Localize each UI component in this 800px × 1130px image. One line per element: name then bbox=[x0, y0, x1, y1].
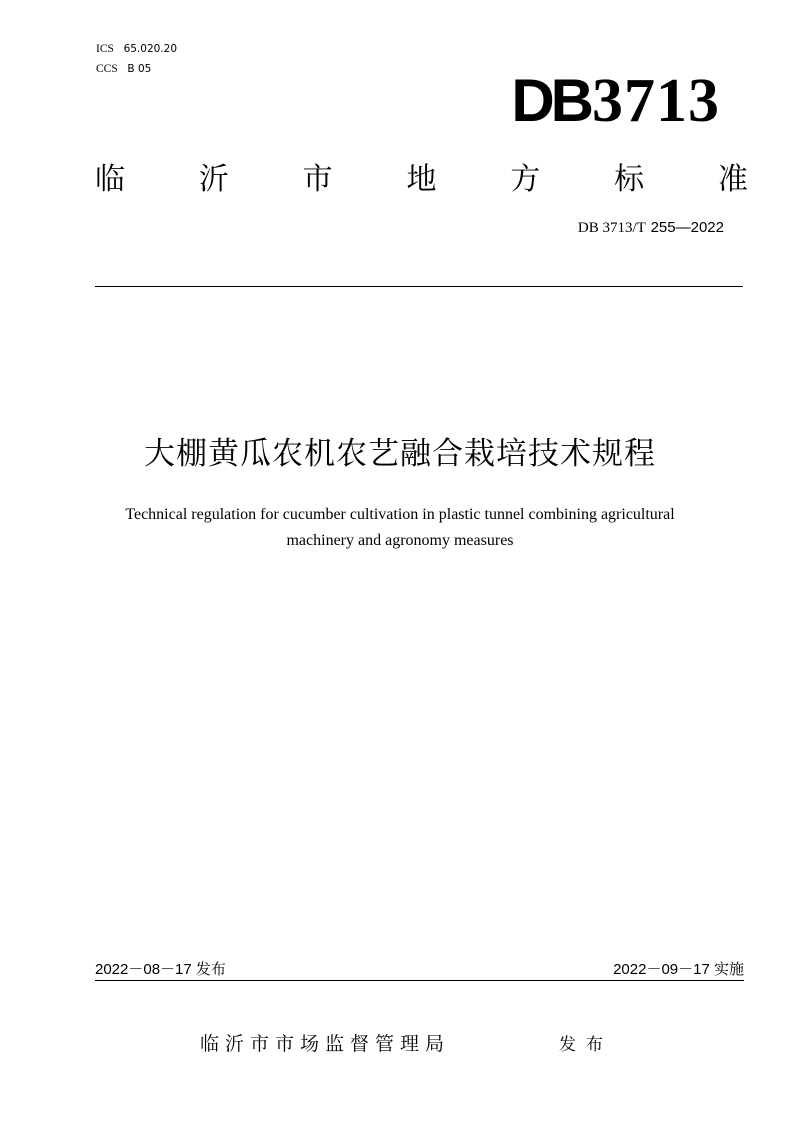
ics-code: 65.020.20 bbox=[123, 43, 178, 55]
ccs-code-line bbox=[96, 61, 151, 76]
ics-code-line bbox=[96, 41, 177, 56]
document-title-en-line: machinery and agronomy measures bbox=[286, 532, 514, 549]
standard-type-char: 临 bbox=[95, 162, 125, 197]
standard-type-heading bbox=[95, 154, 748, 198]
issue-label: 发布 bbox=[559, 1035, 613, 1055]
standard-type-char: 沂 bbox=[198, 162, 229, 197]
standard-mark-prefix: DB bbox=[511, 67, 590, 134]
standard-type-char: 标 bbox=[614, 162, 645, 197]
header-divider bbox=[95, 286, 743, 287]
standard-number-prefix: DB 3713/T bbox=[577, 220, 646, 236]
document-title-en-line: Technical regulation for cucumber cultivation in plastic tunnel combining agricultural bbox=[125, 506, 675, 523]
document-title-en bbox=[60, 502, 740, 554]
standard-type-char: 方 bbox=[510, 162, 541, 197]
ics-label: ICS bbox=[96, 43, 114, 55]
ccs-label: CCS bbox=[96, 63, 118, 75]
standard-type-char: 市 bbox=[302, 162, 333, 197]
standard-number-value: 255—2022 bbox=[650, 219, 724, 236]
date-row bbox=[95, 958, 744, 981]
standard-mark bbox=[511, 68, 720, 134]
publish-date: 2022－08－17 发布 bbox=[95, 961, 226, 978]
standard-type-char: 准 bbox=[717, 162, 748, 197]
ccs-code: B 05 bbox=[127, 63, 152, 75]
implement-date: 2022－09－17 实施 bbox=[613, 961, 744, 978]
standard-mark-code: 3713 bbox=[592, 67, 720, 135]
issuing-authority: 临沂市市场监督管理局 bbox=[200, 1033, 451, 1055]
standard-type-char: 地 bbox=[406, 162, 437, 197]
standard-number bbox=[578, 218, 724, 237]
document-title-zh: 大棚黄瓜农机农艺融合栽培技术规程 bbox=[144, 436, 656, 472]
